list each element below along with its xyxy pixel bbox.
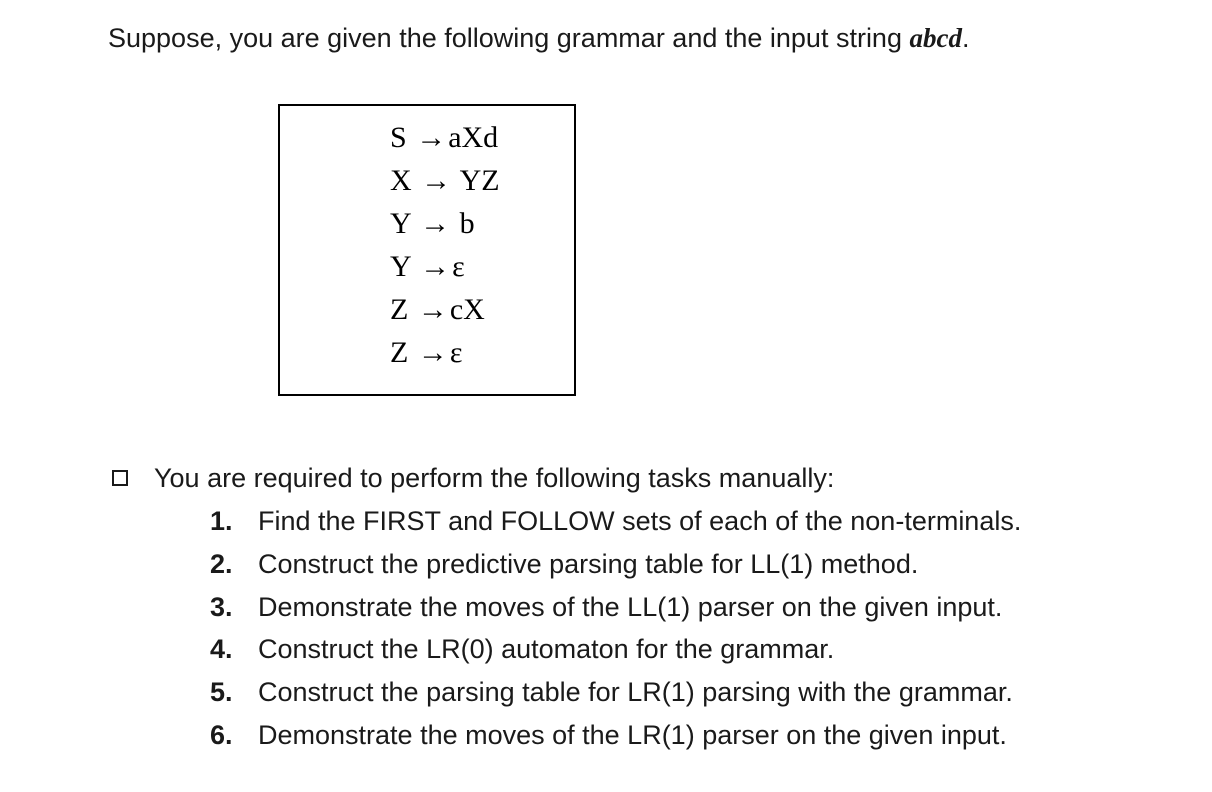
production-rhs: ε <box>449 336 463 369</box>
production-lhs: Z <box>390 336 409 369</box>
production-lhs: Y <box>390 207 411 240</box>
production-rhs: cX <box>449 293 485 326</box>
intro-sentence <box>108 18 969 58</box>
task-number: 4. <box>210 634 233 665</box>
production-3 <box>390 206 475 242</box>
arrow-icon: → <box>417 336 448 369</box>
production-rhs: YZ <box>459 164 500 197</box>
production-rhs: b <box>459 207 475 240</box>
task-number: 6. <box>210 719 233 750</box>
task-number: 5. <box>210 677 233 708</box>
arrow-icon: → <box>417 293 448 326</box>
production-6 <box>390 335 462 371</box>
task-text: Construct the LR(0) automaton for the grammar. <box>258 634 835 665</box>
task-text: Construct the parsing table for LR(1) parsing with the grammar. <box>258 677 1013 708</box>
task-number: 2. <box>210 548 233 579</box>
arrow-icon: → <box>420 250 451 283</box>
task-text: Construct the predictive parsing table for LL(1) method. <box>258 548 919 579</box>
grammar-box <box>278 104 576 396</box>
production-2 <box>390 163 500 199</box>
arrow-icon: → <box>420 207 451 240</box>
production-lhs: X <box>390 164 412 197</box>
intro-period: . <box>961 23 970 53</box>
input-string: abcd <box>909 23 962 53</box>
task-text: Demonstrate the moves of the LR(1) parser on the given input. <box>258 719 1007 750</box>
production-rhs: ε <box>452 250 465 283</box>
tasks-header-text: You are required to perform the following tasks manually: <box>154 463 835 493</box>
intro-text: Suppose, you are given the following grammar and the input string <box>108 23 910 53</box>
arrow-icon: → <box>421 164 452 197</box>
task-number: 3. <box>210 591 233 622</box>
checkbox-icon <box>112 470 128 486</box>
production-4 <box>390 249 465 285</box>
task-text: Find the FIRST and FOLLOW sets of each of the non-terminals. <box>258 506 1022 536</box>
production-rhs: aXd <box>448 121 499 154</box>
production-1 <box>390 120 498 156</box>
arrow-icon: → <box>416 121 447 154</box>
task-text: Demonstrate the moves of the LL(1) parser on the given input. <box>258 591 1003 622</box>
production-lhs: S <box>390 121 407 154</box>
production-5 <box>390 292 485 328</box>
task-number: 1. <box>210 506 233 536</box>
production-lhs: Z <box>390 293 409 326</box>
production-lhs: Y <box>390 250 411 283</box>
